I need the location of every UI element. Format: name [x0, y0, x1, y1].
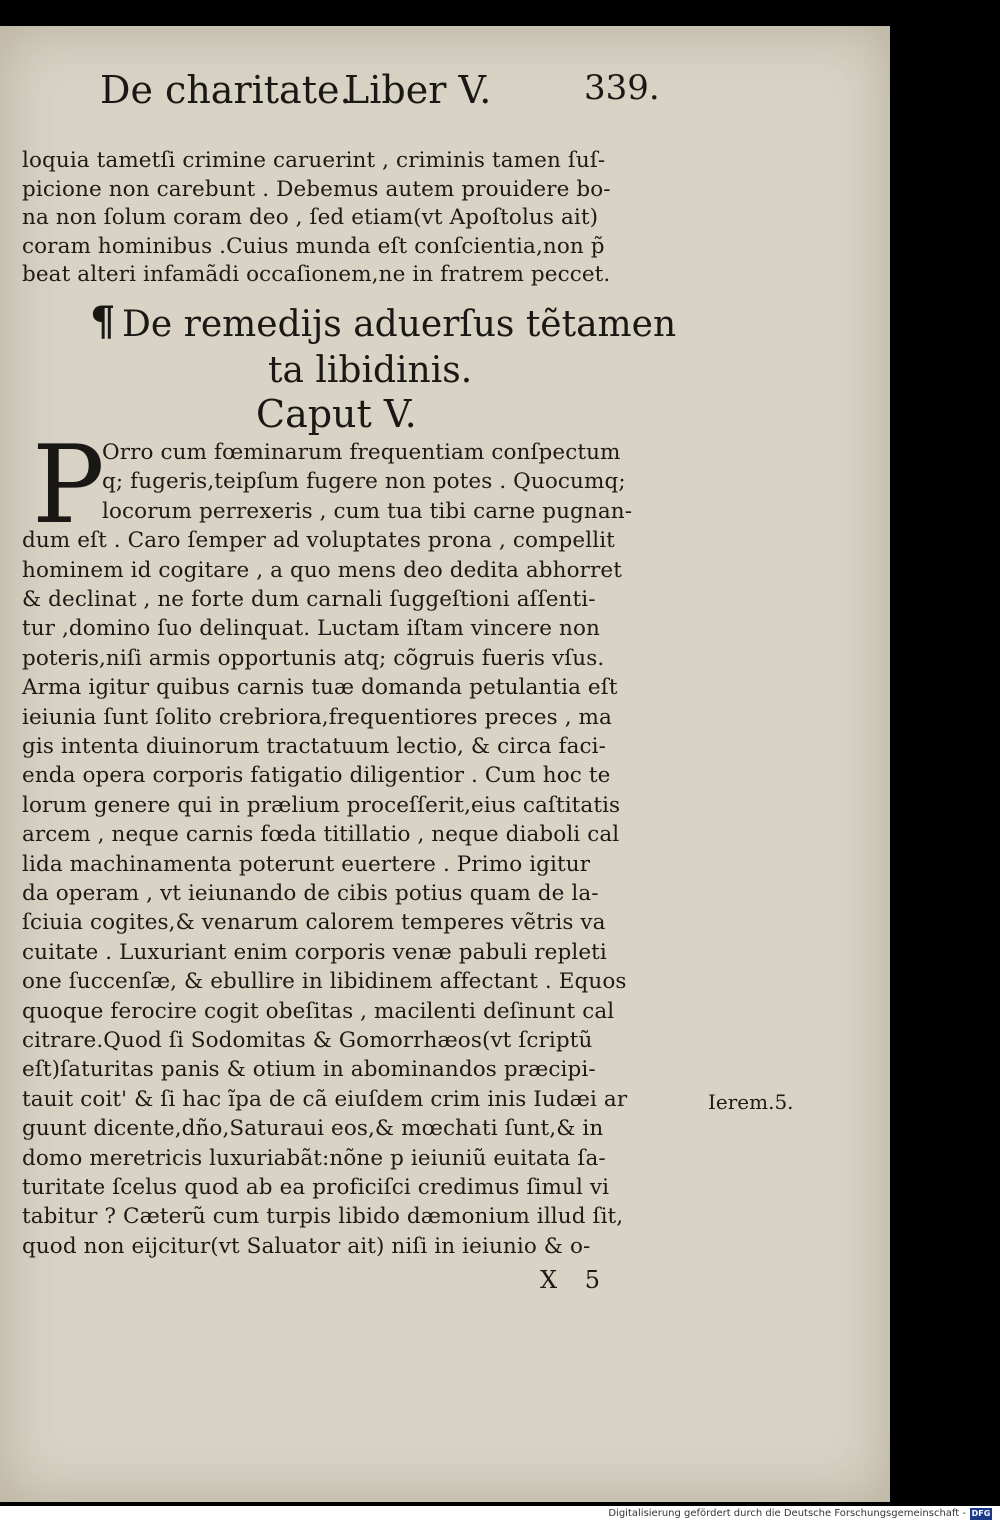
- drop-cap: P: [32, 423, 105, 548]
- text-line: tur ,domino ſuo delinquat. Luctam iſtam vincere non: [22, 616, 600, 642]
- chapter-title-line-2: ta libidinis.: [268, 350, 473, 391]
- text-line: hominem id cogitare , a quo mens deo dedita abhorret: [22, 557, 622, 583]
- text-line: cuitate . Luxuriant enim corporis venæ pabuli repleti: [22, 939, 607, 965]
- text-line: guunt dicente,dño,Saturaui eos,& mœchati ſunt,& in: [22, 1116, 604, 1142]
- text-line: coram hominibus .Cuius munda eſt conſcientia,non p̃: [22, 233, 605, 259]
- text-line: loquia tametſi crimine caruerint , criminis tamen ſuſ-: [22, 148, 606, 173]
- text-line: citrare.Quod ſi Sodomitas & Gomorrhæos(vt ſcriptũ: [22, 1028, 593, 1053]
- text-line: da operam , vt ieiunando de cibis potius quam de la-: [22, 881, 599, 906]
- text-line: arcem , neque carnis fœda titillatio , neque diaboli cal: [22, 822, 620, 848]
- text-line: one ſuccenſæ, & ebullire in libidinem affectant . Equos: [22, 969, 627, 995]
- footer-credit: Digitalisierung gefördert durch die Deutsche Forschungsgemeinschaft -: [608, 1508, 966, 1519]
- text-line: dum eſt . Caro ſemper ad voluptates prona , compellit: [22, 528, 615, 554]
- text-line: turitate ſcelus quod ab ea proficiſci credimus ſimul vi: [22, 1175, 610, 1200]
- text-line: poteris,niſi armis opportunis atq; cõgruis fueris vſus.: [22, 645, 605, 671]
- text-line: quoque ferocire cogit obeſitas , macilenti deſinunt cal: [22, 998, 615, 1024]
- footer-bar: [0, 1506, 1000, 1524]
- text-line: eſt)ſaturitas panis & otium in abominandos præcipi-: [22, 1057, 596, 1083]
- text-line: enda opera corporis fatigatio diligentior . Cum hoc te: [22, 763, 611, 789]
- text-line: ieiunia ſunt ſolito crebriora,frequentiores preces , ma: [22, 704, 612, 730]
- text-line: na non ſolum coram deo , ſed etiam(vt Apoſtolus ait): [22, 205, 599, 230]
- text-line: tauit coit' & ſi hac ĩpa de cã eiuſdem crim inis Iudæi ar: [22, 1086, 628, 1112]
- text-line: q; fugeris,teipſum fugere non potes . Quocumq;: [102, 469, 626, 495]
- text-line: ſciuia cogites,& venarum calorem temperes vẽtris va: [22, 910, 606, 936]
- text-line: & declinat , ne forte dum carnali ſuggeſtioni aſſenti-: [22, 587, 596, 612]
- chapter-title-line-1: De remedijs aduerſus tẽtamen: [122, 304, 677, 345]
- margin-note: Ierem.5.: [708, 1090, 794, 1114]
- text-line: lorum genere qui in prælium proceſſerit,eius caſtitatis: [22, 792, 621, 818]
- text-line: picione non carebunt . Debemus autem prouidere bo-: [22, 176, 611, 202]
- dfg-logo: DFG: [971, 1509, 991, 1518]
- text-line: Orro cum fœminarum frequentiam conſpectum: [102, 440, 621, 465]
- header-book: Liber V.: [344, 68, 492, 112]
- page-number: 339.: [584, 68, 660, 108]
- chapter-caput: Caput V.: [256, 392, 417, 436]
- text-line: gis intenta diuinorum tractatuum lectio, & circa faci-: [22, 734, 607, 759]
- text-line: beat alteri infamãdi occaſionem,ne in fratrem peccet.: [22, 262, 611, 287]
- text-line: domo meretricis luxuriabãt:nõne p ieiuniũ euitata ſa-: [22, 1145, 606, 1171]
- signature-mark: X 5: [540, 1266, 610, 1294]
- text-line: lida machinamenta poterunt euertere . Primo igitur: [22, 851, 591, 877]
- text-line: Arma igitur quibus carnis tuæ domanda petulantia eſt: [22, 675, 618, 701]
- running-header: [100, 68, 660, 120]
- pilcrow-mark: ¶: [90, 298, 116, 345]
- text-line: quod non eijcitur(vt Saluator ait) niſi in ieiunio & o-: [22, 1233, 591, 1259]
- text-line: tabitur ? Cæterũ cum turpis libido dæmonium illud ſit,: [22, 1204, 624, 1230]
- text-line: locorum perrexeris , cum tua tibi carne pugnan-: [102, 498, 633, 524]
- header-title: De charitate.: [100, 68, 352, 112]
